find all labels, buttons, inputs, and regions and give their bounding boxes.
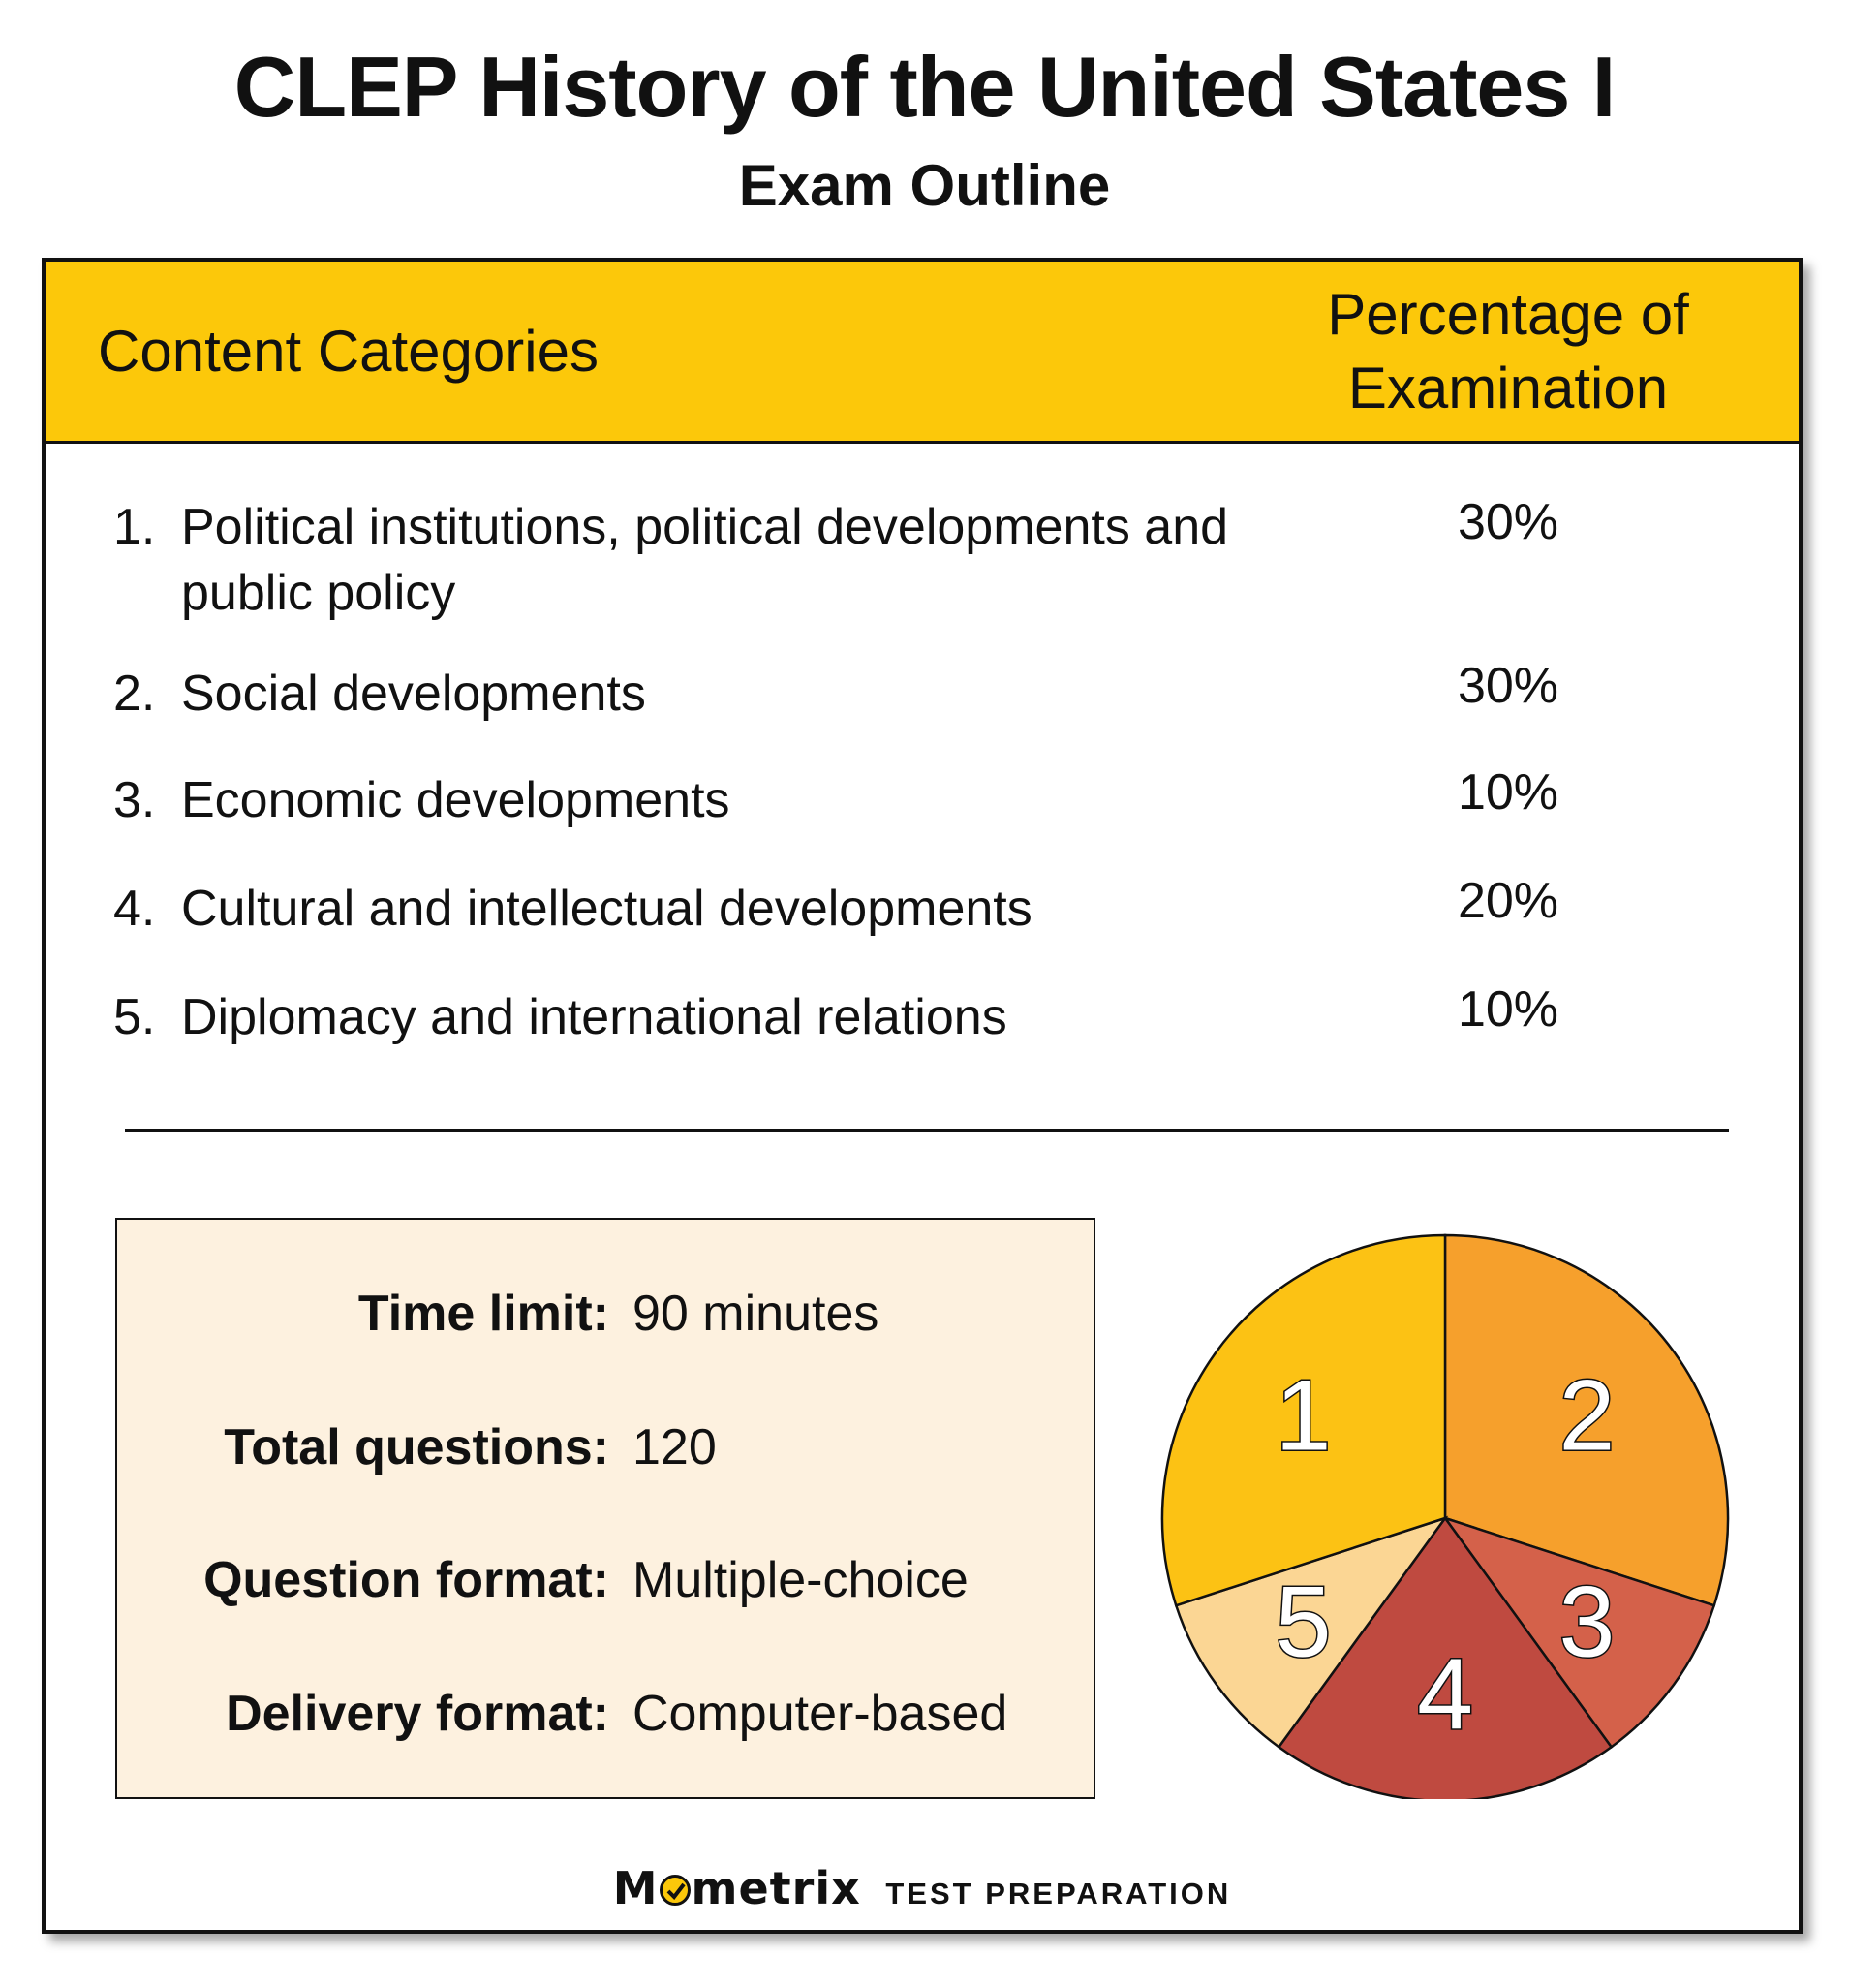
category-percentage: 20%	[1457, 873, 1559, 929]
pie-label-3: 3	[1558, 1566, 1616, 1679]
category-text: Cultural and intellectual developments	[181, 881, 1032, 937]
category-number: 3.	[113, 772, 156, 828]
info-value: Computer-based	[632, 1686, 1008, 1742]
check-circle-icon	[660, 1875, 691, 1906]
table-header	[46, 262, 1799, 444]
outline-card	[42, 258, 1803, 1934]
category-text: Social developments	[181, 666, 646, 722]
brand-footer	[46, 1862, 1799, 1914]
category-text: Political institutions, political developments and public policy	[181, 499, 1229, 621]
category-percentage: 10%	[1457, 981, 1559, 1038]
category-text: Diplomacy and international relations	[181, 989, 1007, 1045]
page-subtitle: Exam Outline	[738, 153, 1111, 218]
exam-info-box	[115, 1218, 1095, 1799]
pie-label-2: 2	[1558, 1359, 1616, 1473]
page-title: CLEP History of the United States I	[233, 39, 1616, 135]
header-percentage: Percentage of Examination	[1327, 281, 1689, 420]
info-value: Multiple-choice	[632, 1552, 969, 1608]
pie-label-5: 5	[1275, 1566, 1332, 1679]
category-pie-chart	[1155, 1218, 1736, 1799]
category-number: 2.	[113, 666, 156, 722]
header-content-categories: Content Categories	[98, 319, 599, 384]
category-number: 4.	[113, 881, 156, 937]
category-text: Economic developments	[181, 772, 730, 828]
info-label: Delivery format:	[226, 1686, 609, 1742]
mometrix-logo: M metrix	[612, 1862, 861, 1914]
info-value: 90 minutes	[632, 1286, 879, 1342]
category-percentage: 30%	[1457, 658, 1559, 714]
category-number: 5.	[113, 989, 156, 1045]
pie-label-4: 4	[1417, 1638, 1473, 1752]
section-divider	[125, 1129, 1729, 1132]
info-label: Total questions:	[224, 1419, 609, 1475]
category-percentage: 10%	[1457, 764, 1559, 821]
category-percentage: 30%	[1457, 494, 1559, 550]
category-number: 1.	[113, 499, 156, 555]
info-label: Question format:	[203, 1552, 609, 1608]
pie-label-1: 1	[1275, 1359, 1332, 1473]
info-value: 120	[632, 1419, 717, 1475]
info-label: Time limit:	[357, 1286, 609, 1342]
brand-tagline: TEST PREPARATION	[885, 1877, 1232, 1910]
